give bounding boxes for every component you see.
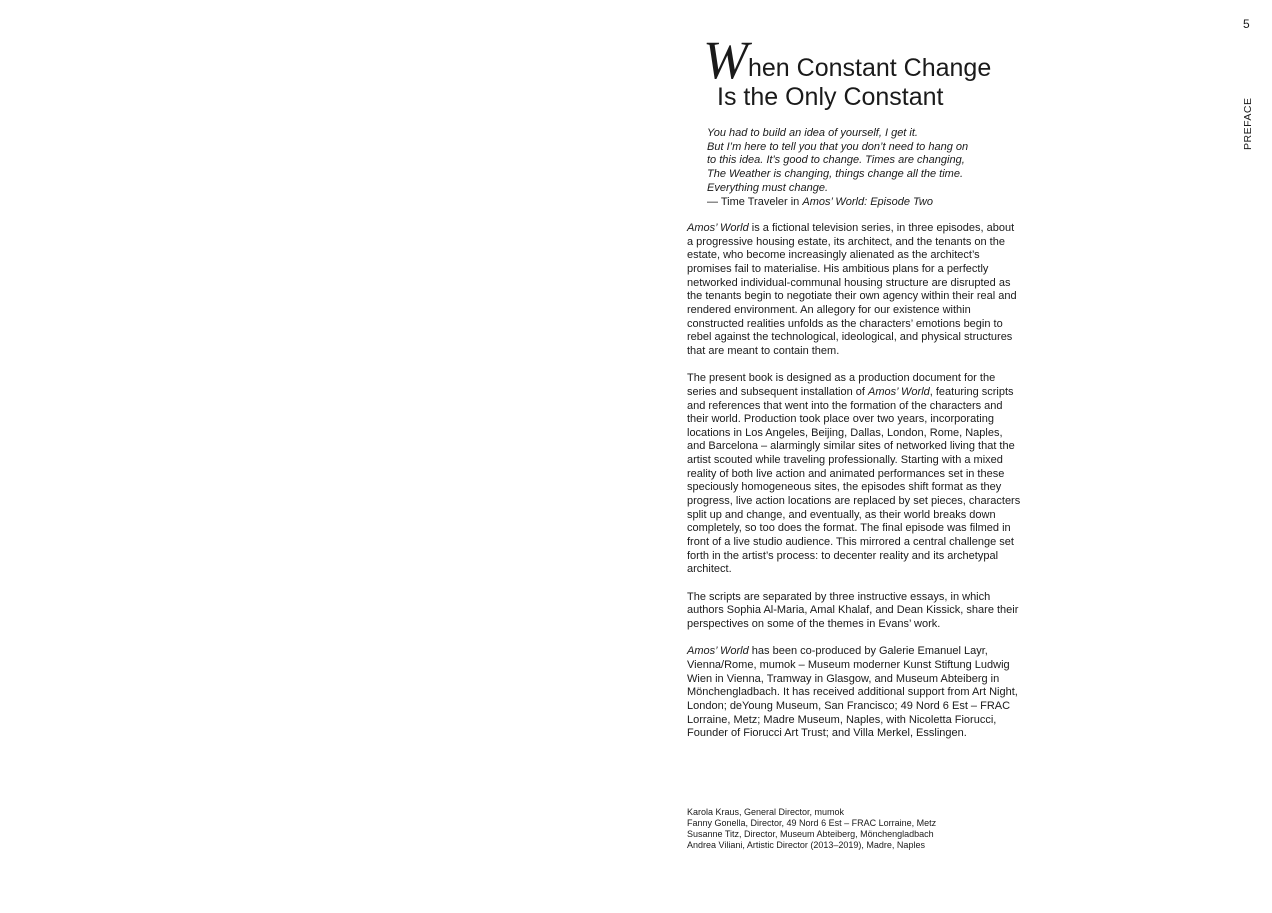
epigraph-line: to this idea. It’s good to change. Times are changing, bbox=[707, 154, 965, 167]
paragraph-production bbox=[687, 372, 1022, 577]
epigraph bbox=[707, 127, 1027, 209]
credit-line: Karola Kraus, General Director, mumok bbox=[687, 807, 845, 817]
preface-body bbox=[687, 222, 1022, 755]
credit-line: Susanne Titz, Director, Museum Abteiberg, Mönchengladbach bbox=[687, 829, 934, 839]
work-title: Amos’ World bbox=[687, 222, 749, 234]
epigraph-line: The Weather is changing, things change all the time. bbox=[707, 168, 964, 181]
title-line-1: hen Constant Change bbox=[748, 54, 992, 82]
credit-line: Fanny Gonella, Director, 49 Nord 6 Est – FRAC Lorraine, Metz bbox=[687, 818, 937, 828]
epigraph-line: But I’m here to tell you that you don’t need to hang on bbox=[707, 140, 969, 153]
paragraph-essays bbox=[687, 591, 1022, 632]
epigraph-line: You had to build an idea of yourself, I get it. bbox=[707, 127, 918, 139]
paragraph-coproduction bbox=[687, 645, 1022, 741]
attribution-work: Amos’ World: Episode Two bbox=[802, 195, 933, 208]
credit-line: Andrea Viliani, Artistic Director (2013–2019), Madre, Naples bbox=[687, 840, 925, 850]
paragraph-text: The present book is designed as a production document for the series and subsequent installation of bbox=[687, 372, 996, 398]
page-number: 5 bbox=[1243, 17, 1250, 31]
work-title: Amos’ World bbox=[868, 385, 930, 398]
paragraph-text: has been co-produced by Galerie Emanuel Layr, Vienna/Rome, mumok – Museum moderner Kunst Stiftung Ludwig Wien in Vienna, Tramway in Glasgow, and Museum Abteiberg in Mönchengladbach. It has received additional support from Art Night, London; deYoung Museum, San Francisco; 49 Nord 6 Est – FRAC Lorraine, Metz; Madre Museum, Naples, with Nicoletta Fiorucci, Founder of Fiorucci Art Trust; and Villa Merkel, Esslingen. bbox=[687, 645, 1018, 740]
attribution-prefix: — Time Traveler in bbox=[707, 195, 803, 208]
credits bbox=[687, 807, 1027, 851]
paragraph-text: is a fictional television series, in three episodes, about a progressive housing estate, its architect, and the tenants on the estate, who become increasingly alienated as the architect’s promises fail to materialise. His ambitious plans for a perfectly networked individual-communal housing structure are disrupted as the tenants begin to negotiate their own agency within their real and rendered environment. An allegory for our existence within constructed realities unfolds as the characters’ emotions begin to rebel against the technological, ideological, and physical structures that are meant to contain them. bbox=[687, 222, 1017, 357]
paragraph-intro bbox=[687, 222, 1022, 359]
epigraph-line: Everything must change. bbox=[707, 181, 829, 194]
paragraph-text: The scripts are separated by three instructive essays, in which authors Sophia Al-Maria, Amal Khalaf, and Dean Kissick, share their perspectives on some of the themes in Evans’ work. bbox=[687, 590, 1019, 630]
paragraph-text: , featuring scripts and references that went into the formation of the characters and their world. Production took place over two years, incorporating locations in Los Angeles, Beijing, Dallas, London, Rome, Naples, and Barcelona – alarmingly similar sites of networked living that the artist scouted while traveling professionally. Starting with a mixed reality of both live action and animated performances set in these speciously homogeneous sites, the episodes shift format as they progress, live action locations are replaced by set pieces, characters split up and change, and eventually, as their world breaks down completely, so too does the format. The final episode was filmed in front of a live studio audience. This mirrored a central challenge set forth in the artist’s process: to decenter reality and its archetypal architect. bbox=[687, 385, 1021, 576]
section-label: PREFACE bbox=[1242, 97, 1254, 150]
title-drop-cap: W bbox=[703, 30, 748, 90]
epigraph-attribution bbox=[707, 196, 1027, 210]
work-title: Amos’ World bbox=[687, 645, 749, 658]
title-line-2: Is the Only Constant bbox=[717, 83, 944, 111]
